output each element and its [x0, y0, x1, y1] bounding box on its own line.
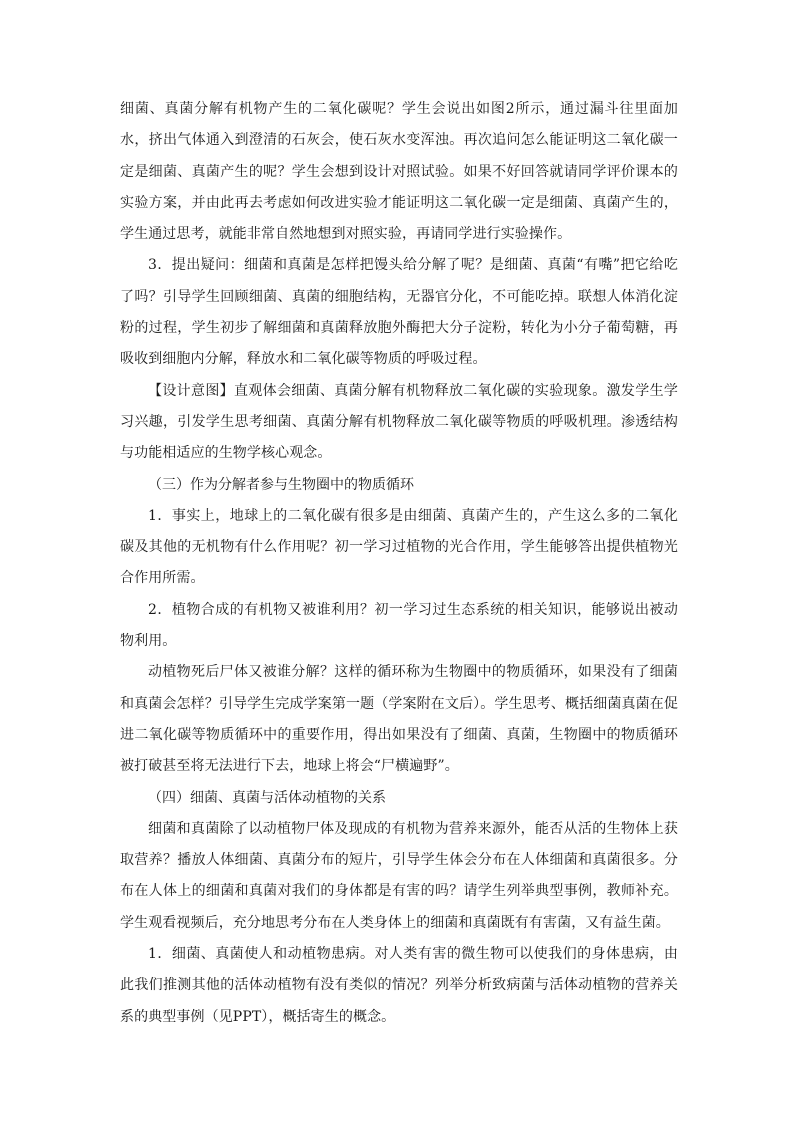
paragraph-design-intent: 【设计意图】直观体会细菌、真菌分解有机物释放二氧化碳的实验现象。激发学生学习兴趣，引发学生思考细菌、真菌分解有机物释放二氧化碳等物质的呼吸机理。渗透结构与功能相适应的生物学核心观念。	[120, 382, 678, 462]
paragraph-decomposition-cycle: 动植物死后尸体又被谁分解？这样的循环称为生物圈中的物质循环，如果没有了细菌和真菌会怎样？引导学生完成学案第一题（学案附在文后）。学生思考、概括细菌真菌在促进二氧化碳等物质循环中的重要作用，得出如果没有了细菌、真菌，生物圈中的物质循环被打破甚至将无法进行下去，地球上将会“尸横遍野”。	[120, 664, 678, 775]
section-heading-3: （三）作为分解者参与生物圈中的物质循环	[148, 476, 414, 493]
paragraph-fact-2: 2．植物合成的有机物又被谁利用？初一学习过生态系统的相关知识，能够说出被动物利用。	[120, 601, 678, 650]
paragraph-fact-1: 1．事实上，地球上的二氧化碳有很多是由细菌、真菌产生的，产生这么多的二氧化碳及其他的无机物有什么作用呢？初一学习过植物的光合作用，学生能够答出提供植物光合作用所需。	[120, 507, 678, 587]
section-heading-4: （四）细菌、真菌与活体动植物的关系	[148, 789, 386, 806]
paragraph-question-3: 3．提出疑问：细菌和真菌是怎样把馒头给分解了呢？是细菌、真菌“有嘴”把它给吃了吗？引导学生回顾细菌、真菌的细胞结构，无器官分化，不可能吃掉。联想人体消化淀粉的过程，学生初步了解细菌和真菌释放胞外酶把大分子淀粉，转化为小分子葡萄糖，再吸收到细胞内分解，释放水和二氧化碳等物质的呼吸过程。	[120, 257, 678, 368]
document-page	[120, 94, 678, 1033]
paragraph-disease: 1．细菌、真菌使人和动植物患病。对人类有害的微生物可以使我们的身体患病，由此我们推测其他的活体动植物有没有类似的情况？列举分析致病菌与活体动植物的营养关系的典型事例（见PPT），概括寄生的概念。	[120, 946, 678, 1025]
paragraph-living-organisms: 细菌和真菌除了以动植物尸体及现成的有机物为营养来源外，能否从活的生物体上获取营养？播放人体细菌、真菌分布的短片，引导学生体会分布在人体细菌和真菌很多。分布在人体上的细菌和真菌对我们的身体都是有害的吗？请学生列举典型事例，教师补充。学生观看视频后，充分地思考分布在人类身体上的细菌和真菌既有有害菌，又有益生菌。	[120, 820, 678, 931]
paragraph-co2-experiment: 细菌、真菌分解有机物产生的二氧化碳呢？学生会说出如图2所示，通过漏斗往里面加水，挤出气体通入到澄清的石灰会，使石灰水变浑浊。再次追问怎么能证明这二氧化碳一定是细菌、真菌产生的呢？学生会想到设计对照试验。如果不好回答就请同学评价课本的实验方案，并由此再去考虑如何改进实验才能证明这二氧化碳一定是细菌、真菌产生的，学生通过思考，就能非常自然地想到对照实验，再请同学进行实验操作。	[120, 101, 678, 243]
